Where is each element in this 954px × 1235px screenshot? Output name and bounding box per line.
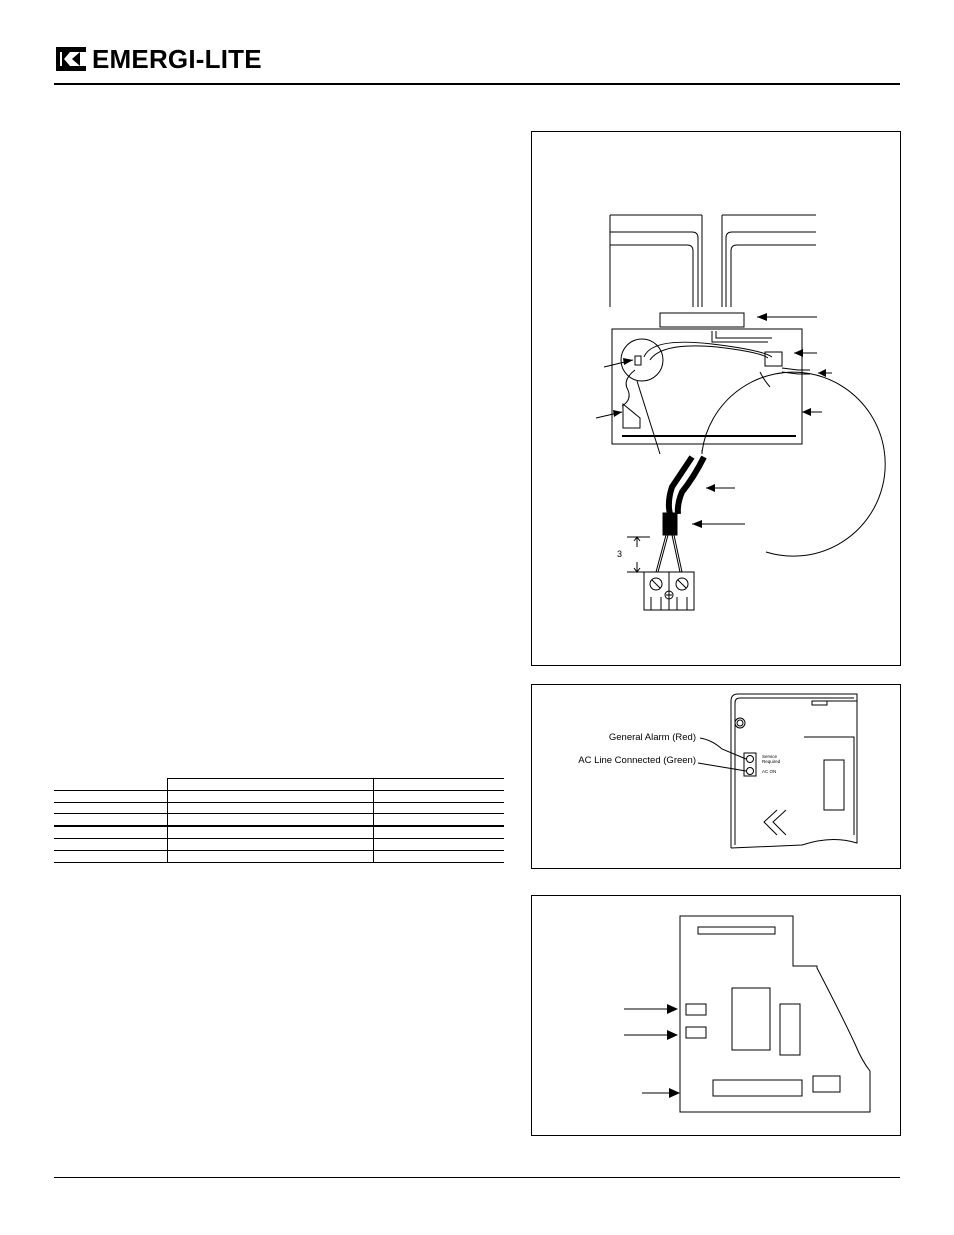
table-row [54,790,504,802]
dimension-label: 3 [617,549,623,559]
table-cell [54,790,167,802]
table-row [54,814,504,826]
table-cell [373,790,504,802]
table-cell [167,802,373,814]
table-cell [54,802,167,814]
table-cell [373,814,504,826]
ac-line-label: AC Line Connected (Green) [578,755,696,766]
table-cell [54,850,167,862]
indicator-lights-figure [531,684,901,869]
table-cell [167,850,373,862]
general-alarm-label: General Alarm (Red) [608,732,696,743]
circuit-board-drawing [532,896,902,1137]
table-cell [373,826,504,838]
data-table [54,778,504,863]
table-cell [54,814,167,826]
table-cell [373,779,504,791]
table-cell [373,838,504,850]
service-required-text: Service Required [762,754,781,764]
table-cell [373,802,504,814]
table-cell [167,826,373,838]
table-cell [167,779,373,791]
circuit-board-figure [531,895,901,1136]
table-cell [54,779,167,791]
table-cell [167,838,373,850]
table-row [54,779,504,791]
table-row [54,838,504,850]
table-cell [167,814,373,826]
table-row [54,802,504,814]
ac-on-text: AC ON [762,769,777,774]
table-row [54,826,504,838]
table-row [54,850,504,862]
indicator-panel-drawing [532,685,902,870]
emergi-lite-logo-mark-icon [56,47,86,71]
wiring-diagram-drawing [532,132,902,667]
table-cell [373,850,504,862]
table-cell [167,790,373,802]
table-cell [54,838,167,850]
wiring-diagram-figure [531,131,901,666]
footer-rule [54,1177,900,1178]
brand-name: EMERGI-LITE [92,44,262,74]
brand-logo [56,44,262,74]
header-rule [54,83,900,85]
table-cell [54,826,167,838]
